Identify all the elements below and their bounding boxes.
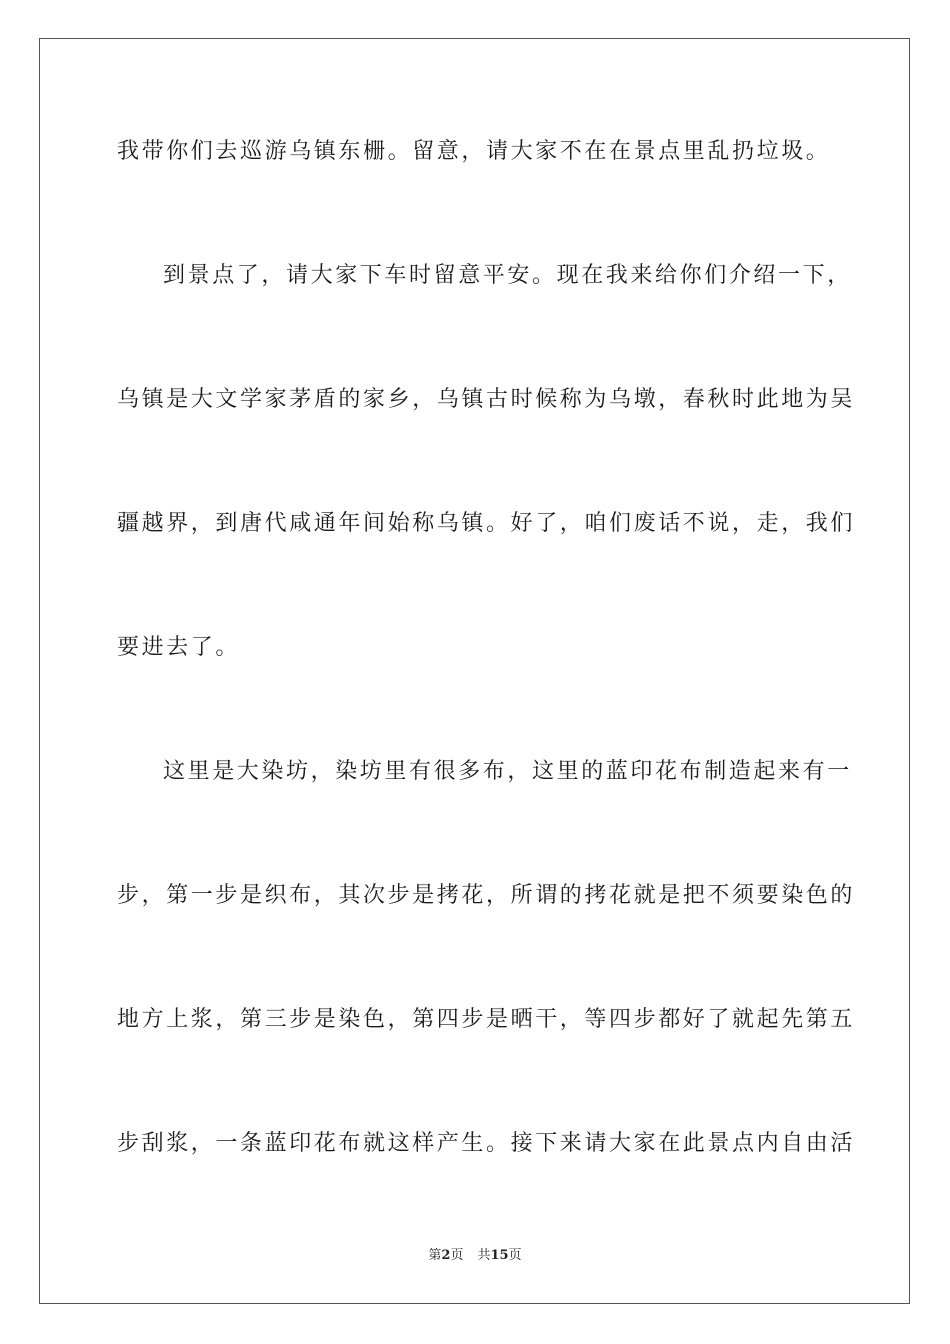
text-line-6: 这里是大染坊，染坊里有很多布，这里的蓝印花布制造起来有一 bbox=[163, 759, 852, 784]
footer-total-pages: 15 bbox=[490, 1248, 509, 1263]
text-line-5: 要进去了。 bbox=[117, 635, 241, 660]
text-line-8: 地方上浆，第三步是染色，第四步是晒干，等四步都好了就起先第五 bbox=[117, 1007, 856, 1032]
footer-page-number: 2 bbox=[441, 1248, 451, 1263]
text-line-4: 疆越界，到唐代咸通年间始称乌镇。好了，咱们废话不说，走，我们 bbox=[117, 511, 856, 536]
footer-page-suffix: 页 bbox=[450, 1248, 464, 1263]
footer-total-prefix: 共 bbox=[477, 1248, 491, 1263]
footer-page-prefix: 第 bbox=[428, 1248, 442, 1263]
footer-total-suffix: 页 bbox=[508, 1248, 522, 1263]
page-footer bbox=[0, 1247, 950, 1265]
text-line-3: 乌镇是大文学家茅盾的家乡，乌镇古时候称为乌墩，春秋时此地为吴 bbox=[117, 387, 856, 412]
page-border bbox=[39, 38, 910, 1304]
text-line-2: 到景点了，请大家下车时留意平安。现在我来给你们介绍一下， bbox=[163, 263, 852, 288]
text-line-1: 我带你们去巡游乌镇东栅。留意，请大家不在在景点里乱扔垃圾。 bbox=[117, 139, 831, 164]
text-line-7: 步，第一步是织布，其次步是拷花，所谓的拷花就是把不须要染色的 bbox=[117, 883, 856, 908]
text-line-9: 步刮浆，一条蓝印花布就这样产生。接下来请大家在此景点内自由活 bbox=[117, 1131, 856, 1156]
